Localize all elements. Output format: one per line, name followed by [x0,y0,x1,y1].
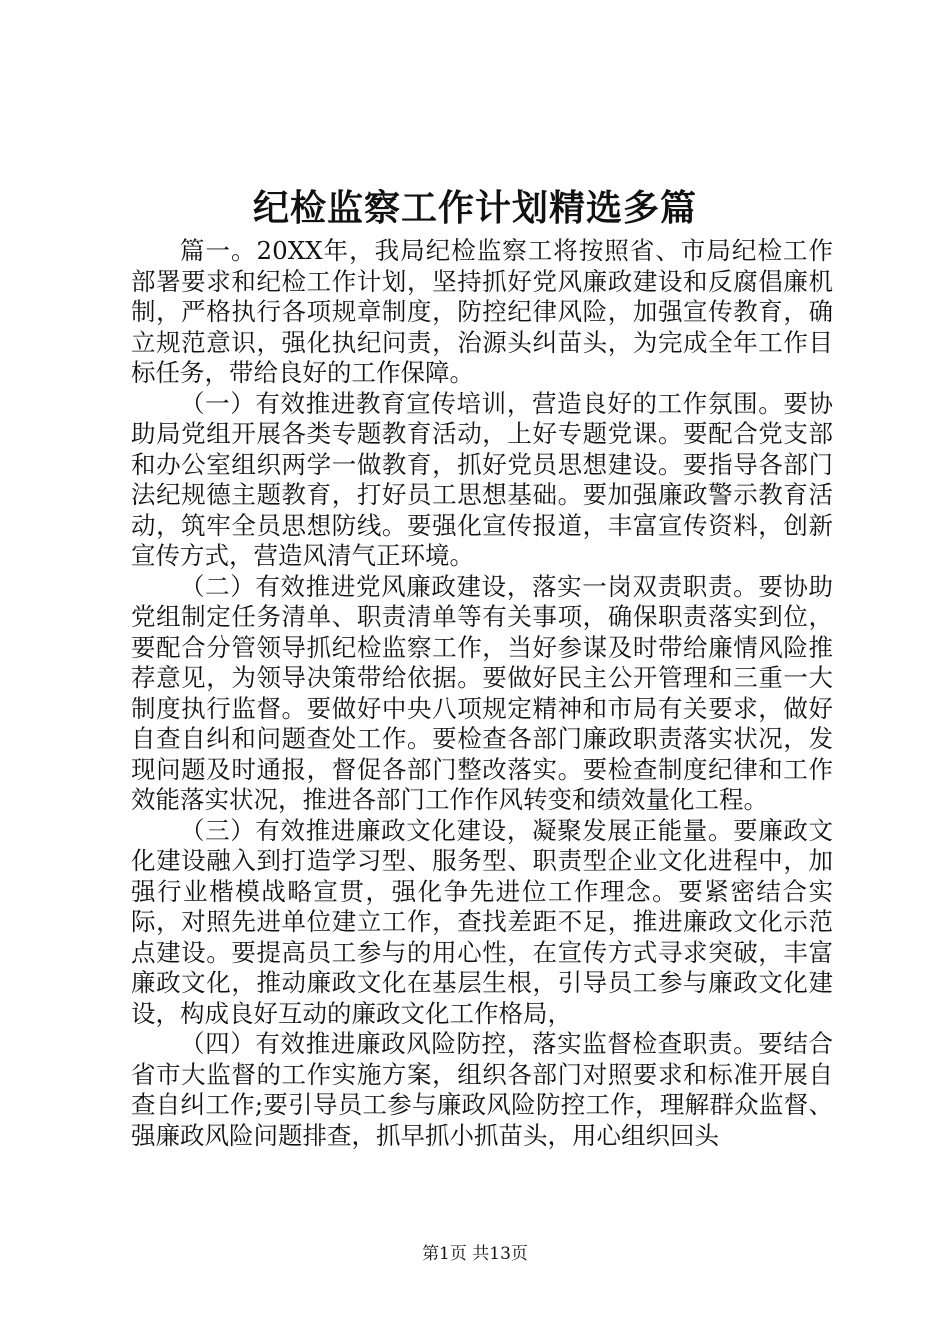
paragraph-intro: 篇一。20XX年，我局纪检监察工将按照省、市局纪检工作部署要求和纪检工作计划，坚持抓好党风廉政建设和反腐倡廉机制，严格执行各项规章制度，防控纪律风险，加强宣传教育，确立规范意识，强化执纪问责，治源头纠苗头，为完成全年工作目标任务，带给良好的工作保障。 [131,236,833,387]
document-title: 纪检监察工作计划精选多篇 [252,187,697,229]
paragraph-section-1: （一）有效推进教育宣传培训，营造良好的工作氛围。要协助局党组开展各类专题教育活动，上好专题党课。要配合党支部和办公室组织两学一做教育，抓好党员思想建设。要指导各部门法纪规德主题教育，打好员工思想基础。要加强廉政警示教育活动，筑牢全员思想防线。要强化宣传报道，丰富宣传资料，创新宣传方式，营造风清气正环境。 [131,388,833,570]
paragraph-section-3: （三）有效推进廉政文化建设，凝聚发展正能量。要廉政文化建设融入到打造学习型、服务型、职责型企业文化进程中，加强行业楷模战略宣贯，强化争先进位工作理念。要紧密结合实际，对照先进单位建立工作，查找差距不足，推进廉政文化示范点建设。要提高员工参与的用心性，在宣传方式寻求突破，丰富廉政文化，推动廉政文化在基层生根，引导员工参与廉政文化建设，构成良好互动的廉政文化工作格局， [131,815,833,1028]
document-body [131,236,833,1151]
page-footer: 第1页 共13页 [422,1244,528,1264]
paragraph-section-2: （二）有效推进党风廉政建设，落实一岗双责职责。要协助党组制定任务清单、职责清单等有关事项，确保职责落实到位，要配合分管领导抓纪检监察工作，当好参谋及时带给廉情风险推荐意见，为领导决策带给依据。要做好民主公开管理和三重一大制度执行监督。要做好中央八项规定精神和市局有关要求，做好自查自纠和问题查处工作。要检查各部门廉政职责落实状况，发现问题及时通报，督促各部门整改落实。要检查制度纪律和工作效能落实状况，推进各部门工作作风转变和绩效量化工程。 [131,571,833,814]
paragraph-section-4: （四）有效推进廉政风险防控，落实监督检查职责。要结合省市大监督的工作实施方案，组织各部门对照要求和标准开展自查自纠工作;要引导员工参与廉政风险防控工作，理解群众监督、强廉政风险问题排查，抓早抓小抓苗头，用心组织回头 [131,1029,833,1150]
